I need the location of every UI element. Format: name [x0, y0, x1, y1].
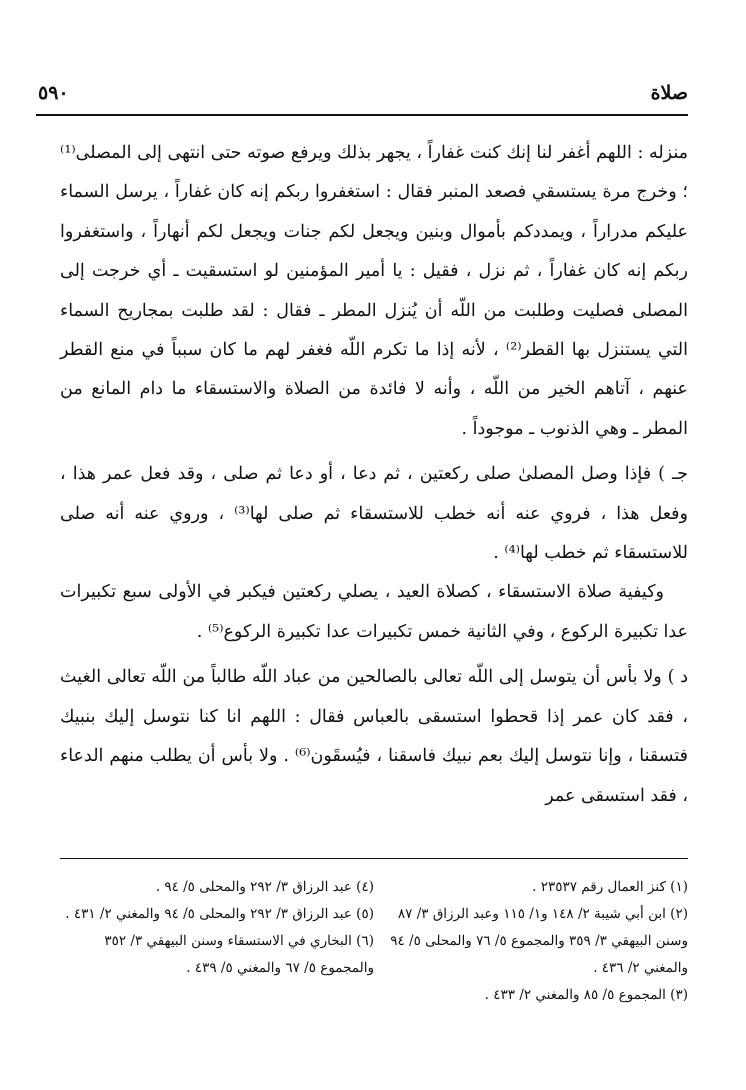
page-number: ٥٩٠ — [38, 82, 69, 104]
paragraph-1: منزله : اللهم أغفر لنا إنك كنت غفاراً ، يجهر بذلك ويرفع صوته حتى انتهى إلى المصلى⁽¹⁾ ؛ وخرج مرة يستسقي فصعد المنبر فقال : استغفروا ربكم إنه كان غفاراً ، يرسل السماء عليكم مدراراً ، ويمددكم بأموال وبنين ويجعل لكم جنات ويجعل لكم أنهاراً ، واستغفروا ربكم إنه كان غفاراً ، ثم نزل ، فقيل : يا أمير المؤمنين لو استسقيت ـ أي خرجت إلى المصلى فصليت وطلبت من اللّه أن يُنزل المطر ـ فقال : لقد طلبت بمجاريح السماء التي يستنزل بها القطر⁽²⁾ ، لأنه إذا ما تكرم اللّه فغفر لهم ما كان سبباً في منع القطر عنهم ، آتاهم الخير من اللّه ، وأنه لا فائدة من الصلاة والاستسقاء ما دام المانع من المطر ـ وهي الذنوب ـ موجوداً . — [60, 143, 689, 439]
footnote-3: (٣) المجموع ٥/ ٨٥ والمغني ٢/ ٤٣٣ . — [484, 987, 688, 1003]
footnote-2: (٢) ابن أبي شيبة ٢/ ١٤٨ و١/ ١١٥ وعبد الرزاق ٣/ ٨٧ وسنن البيهقي ٣/ ٣٥٩ والمجموع ٥/ ٧٦ والمحلى ٥/ ٩٤ والمغني ٢/ ٤٣٦ . — [390, 906, 688, 976]
footnote-4: (٤) عبد الرزاق ٣/ ٢٩٢ والمحلى ٥/ ٩٤ . — [155, 879, 374, 895]
paragraph-3: وكيفية صلاة الاستسقاء ، كصلاة العيد ، يصلي ركعتين فيكبر في الأولى سبع تكبيرات عدا تكبيرة الركوع ، وفي الثانية خمس تكبيرات عدا تكبيرة الركوع⁽⁵⁾ . — [60, 582, 688, 642]
running-title: صلاة — [650, 82, 688, 104]
paragraph-2: جـ ) فإذا وصل المصلىٰ صلى ركعتين ، ثم دعا ، أو دعا ثم صلى ، وقد فعل عمر هذا ، وفعل هذا ، فروي عنه أنه خطب للاستسقاء ثم صلى لها⁽³⁾ ، وروي عنه أنه صلى للاستسقاء ثم خطب لها⁽⁴⁾ . — [60, 464, 688, 564]
footnote-1: (١) كنز العمال رقم ٢٣٥٣٧ . — [532, 879, 688, 895]
paragraph-4: د ) ولا بأس أن يتوسل إلى اللّه تعالى بالصالحين من عباد اللّه طالباً من اللّه تعالى الغيث ، فقد كان عمر إذا قحطوا استسقى بالعباس فقال : اللهم انا كنا نتوسل إليك بنبيك فتسقنا ، وإنا نتوسل إليك بعم نبيك فاسقنا ، فيُسقَون⁽⁶⁾ . ولا بأس أن يطلب منهم الدعاء ، فقد استسقى عمر — [60, 667, 688, 806]
footnote-rule — [60, 858, 688, 859]
footnote-5: (٥) عبد الرزاق ٣/ ٢٩٢ والمحلى ٥/ ٩٤ والمغني ٢/ ٤٣١ . — [65, 906, 374, 922]
footnote-6: (٦) البخاري في الاستسقاء وسنن البيهقي ٣/ ٣٥٢ والمجموع ٥/ ٦٧ والمغني ٥/ ٤٣٩ . — [104, 933, 374, 976]
header-rule — [36, 114, 688, 116]
footnotes-right-column — [374, 874, 688, 1009]
main-text — [60, 134, 688, 816]
page-header — [38, 82, 688, 108]
footnotes-left-column — [60, 874, 374, 982]
